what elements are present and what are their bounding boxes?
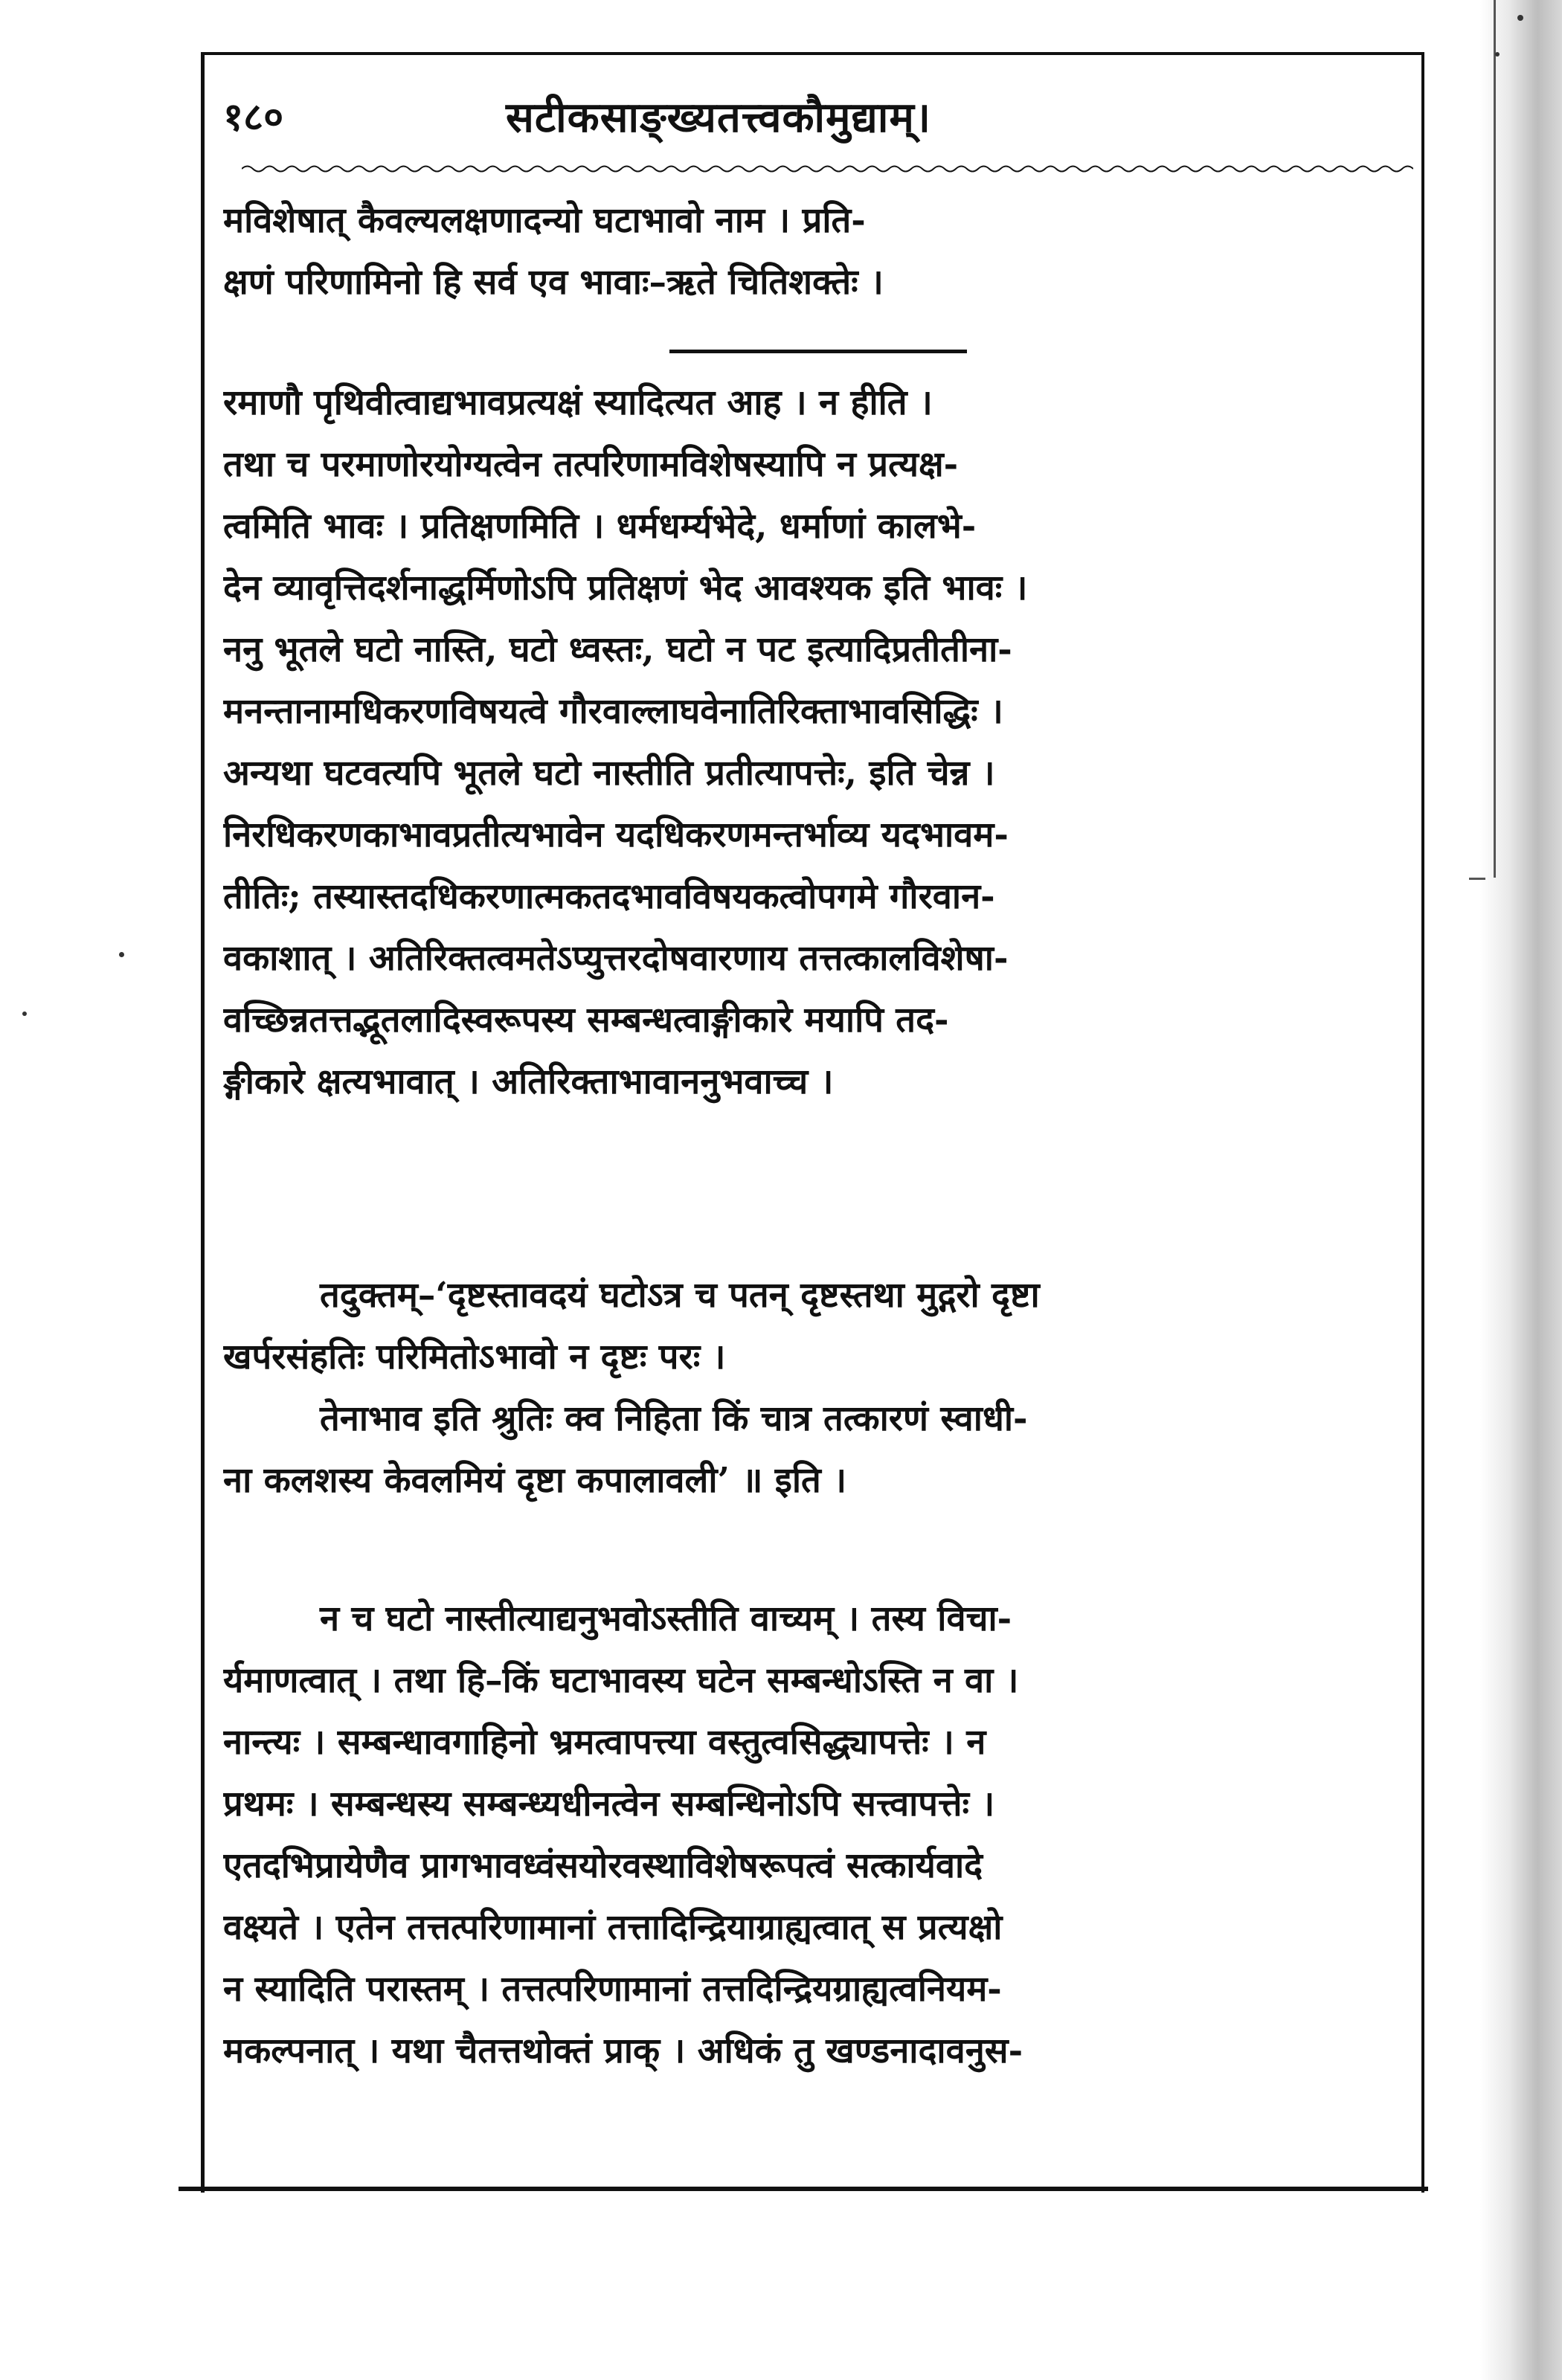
frame-bottom-rule <box>179 2187 1428 2191</box>
commentary-continuation <box>223 1588 1421 2082</box>
text-line: तेनाभाव इति श्रुतिः क्व निहिता किं चात्र तत्कारणं स्वाधी- <box>320 1398 1028 1439</box>
text-line: मनन्तानामधिकरणविषयत्वे गौरवाल्लाघवेनातिरिक्ताभावसिद्धिः । <box>223 691 1003 732</box>
text-line: ना कलशस्य केवलमियं दृष्टा कपालावली’ ॥ इति । <box>223 1460 847 1501</box>
text-line: न स्यादिति परास्तम् । तत्तत्परिणामानां तत्तदिन्द्रियग्राह्यत्वनियम- <box>223 1969 1002 2010</box>
commentary-block <box>223 372 1421 1113</box>
quotation-block <box>223 1264 1421 1511</box>
text-line: मविशेषात् कैवल्यलक्षणादन्यो घटाभावो नाम । प्रति- <box>223 200 866 241</box>
scan-speck <box>1517 15 1523 21</box>
text-line: तीतिः; तस्यास्तदधिकरणात्मकतदभावविषयकत्वोपगमे गौरवान- <box>223 876 995 917</box>
scan-speck <box>1495 52 1500 57</box>
text-line: नान्त्यः । सम्बन्धावगाहिनो भ्रमत्वापत्त्या वस्तुत्वसिद्ध्यापत्तेः । न <box>223 1722 986 1763</box>
text-line: वक्ष्यते । एतेन तत्तत्परिणामानां तत्तादिन्द्रियाग्राह्यत्वात् स प्रत्यक्षो <box>223 1907 1003 1948</box>
text-line: न च घटो नास्तीत्याद्यनुभवोऽस्तीति वाच्यम् । तस्य विचा- <box>320 1598 1012 1639</box>
text-line: र्यमाणत्वात् । तथा हि–किं घटाभावस्य घटेन सम्बन्धोऽस्ति न वा । <box>223 1660 1019 1701</box>
text-line: त्वमिति भावः । प्रतिक्षणमिति । धर्मधर्म्यभेदे, धर्माणां कालभे- <box>223 506 977 547</box>
text-line: निरधिकरणकाभावप्रतीत्यभावेन यदधिकरणमन्तर्भाव्य यदभावम- <box>223 814 1009 855</box>
scan-edge-line <box>1494 0 1496 878</box>
section-divider <box>669 350 967 353</box>
scan-edge-shadow <box>1480 0 1562 2380</box>
text-line: रमाणौ पृथिवीत्वाद्यभावप्रत्यक्षं स्यादित्यत आह । न हीति । <box>223 382 933 423</box>
main-text-top <box>223 190 1421 313</box>
text-line: ङ्गीकारे क्षत्यभावात् । अतिरिक्ताभावाननुभवाच्च । <box>223 1061 834 1102</box>
text-line: तदुक्तम्–‘दृष्टस्तावदयं घटोऽत्र च पतन् दृष्टस्तथा मुद्गरो दृष्टा <box>320 1275 1040 1316</box>
scan-speck <box>22 1012 27 1016</box>
text-line: खर्परसंहतिः परिमितोऽभावो न दृष्टः परः । <box>223 1337 726 1377</box>
text-line: मकल्पनात् । यथा चैतत्तथोक्तं प्राक् । अधिकं तु खण्डनादावनुस- <box>223 2030 1023 2071</box>
text-line: देन व्यावृत्तिदर्शनाद्धर्मिणोऽपि प्रतिक्षणं भेद आवश्यक इति भावः । <box>223 567 1028 608</box>
text-line: प्रथमः । सम्बन्धस्य सम्बन्ध्यधीनत्वेन सम्बन्धिनोऽपि सत्त्वापत्तेः । <box>223 1784 995 1824</box>
text-line: तथा च परमाणोरयोग्यत्वेन तत्परिणामविशेषस्यापि न प्रत्यक्ष- <box>223 444 959 485</box>
text-line: एतदभिप्रायेणैव प्रागभावध्वंसयोरवस्थाविशेषरूपत्वं सत्कार्यवादे <box>223 1845 983 1886</box>
text-line: वकाशात् । अतिरिक्तत्वमतेऽप्युत्तरदोषवारणाय तत्तत्कालविशेषा- <box>223 938 1009 979</box>
page-header <box>223 82 1413 149</box>
text-line: अन्यथा घटवत्यपि भूतले घटो नास्तीति प्रतीत्यापत्तेः, इति चेन्न । <box>223 753 995 794</box>
text-line: वच्छिन्नतत्तद्भूतलादिस्वरूपस्य सम्बन्धत्वाङ्गीकारे मयापि तद- <box>223 1000 949 1041</box>
text-line: ननु भूतले घटो नास्ति, घटो ध्वस्तः, घटो न पट इत्यादिप्रतीतीना- <box>223 629 1012 670</box>
scan-speck <box>119 952 124 957</box>
header-wavy-rule <box>242 164 1413 174</box>
page-number: १८० <box>223 94 284 140</box>
text-line: क्षणं परिणामिनो हि सर्व एव भावाः–ऋते चितिशक्तेः । <box>223 262 884 303</box>
running-title: सटीकसाङ्ख्यतत्त्वकौमुद्याम्। <box>506 93 932 142</box>
scan-edge-mark <box>1469 878 1485 880</box>
